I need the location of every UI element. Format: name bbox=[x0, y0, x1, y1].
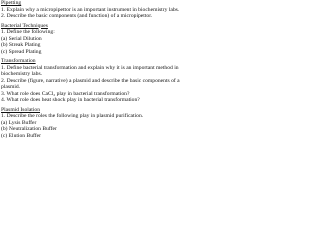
question-item: 1. Define the following: bbox=[1, 29, 55, 35]
section-transformation bbox=[1, 58, 199, 104]
question-subitem: (a) Lysis Buffer bbox=[1, 119, 37, 126]
section-heading: Pipetting bbox=[1, 0, 22, 6]
question-item: 1. Define bacterial transformation and explain why it is an important method in biochemistry labs. bbox=[1, 64, 179, 77]
section-heading: Plasmid Isolation bbox=[1, 106, 41, 113]
question-subitem: (b) Streak Plating bbox=[1, 42, 41, 48]
question-item: 4. What role does heat shock play in bacterial transformation? bbox=[1, 97, 140, 103]
question-item: 3. What role does CaCl₂ play in bacterial transformation? bbox=[1, 90, 130, 97]
question-item: 1. Explain why a micropipettor is an important instrument in biochemistry labs. bbox=[1, 6, 180, 13]
question-subitem: (a) Serial Dilution bbox=[1, 35, 42, 42]
question-subitem: (c) Elution Buffer bbox=[1, 132, 41, 139]
question-item: 1. Describe the roles the following play in plasmid purification. bbox=[1, 113, 144, 119]
document-page bbox=[1, 0, 199, 139]
question-subitem: (b) Neutralization Buffer bbox=[1, 126, 57, 132]
question-item: 2. Describe the basic components (and function) of a micropipettor. bbox=[1, 13, 153, 19]
section-plasmid-isolation bbox=[1, 107, 199, 140]
section-heading: Bacterial Techniques bbox=[1, 22, 48, 29]
question-subitem: (c) Spread Plating bbox=[1, 48, 42, 55]
section-heading: Transformation bbox=[1, 58, 36, 64]
section-pipetting bbox=[1, 0, 199, 20]
question-item: 2. Describe (figure, narrative) a plasmid and describe the basic components of a plasmid. bbox=[1, 77, 180, 90]
section-bacterial-techniques bbox=[1, 23, 199, 56]
